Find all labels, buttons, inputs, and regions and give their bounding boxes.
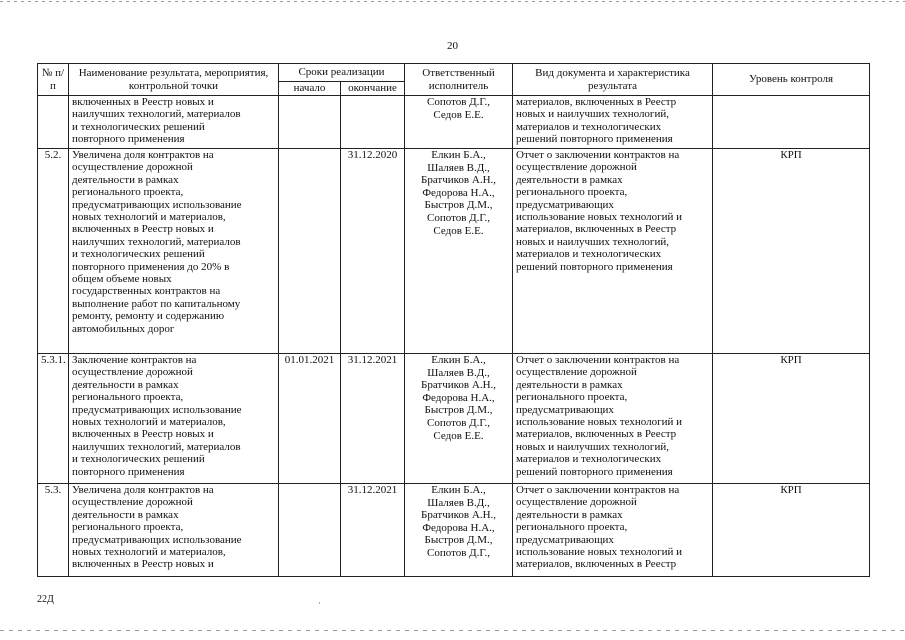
- page-number: 20: [447, 40, 458, 52]
- text-line: повторного применения: [72, 465, 185, 478]
- text-line: Сопотов Д.Г.,: [426, 546, 491, 559]
- cell-num: [38, 96, 69, 149]
- text-line: новых и наилучших технологий,: [516, 235, 669, 248]
- text-line: материалов, включенных в Реестр: [516, 223, 677, 236]
- text-line: государственных контрактов на: [72, 285, 221, 298]
- text-line: Елкин Б.А.,: [431, 484, 486, 496]
- text-line: материалов, включенных в Реестр: [516, 558, 677, 571]
- header-document: Вид документа и характеристика результата: [513, 64, 713, 96]
- cell-name: [69, 354, 279, 484]
- text-line: деятельности в рамках: [516, 173, 623, 186]
- text-line: Увеличена доля контрактов на: [72, 149, 214, 161]
- text-line: осуществление дорожной: [516, 496, 637, 509]
- cell-start-date: [279, 96, 341, 149]
- text-line: Братчиков А.Н.,: [421, 174, 497, 187]
- text-line: Федорова Н.А.,: [422, 391, 495, 404]
- header-num: № п/п: [38, 64, 69, 96]
- cell-num: 5.3.: [38, 484, 69, 577]
- text-line: наилучших технологий, материалов: [72, 235, 241, 248]
- text-line: новых технологий и материалов,: [72, 211, 226, 224]
- text-line: Елкин Б.А.,: [431, 354, 486, 366]
- cell-control-level: КРП: [713, 354, 870, 484]
- text-line: Седов Е.Е.: [433, 224, 484, 237]
- text-line: решений повторного применения: [516, 260, 673, 273]
- text-line: предусматривающих: [516, 533, 614, 546]
- text-line: Елкин Б.А.,: [431, 149, 486, 161]
- cell-name: [69, 484, 279, 577]
- text-line: деятельности в рамках: [72, 378, 179, 391]
- text-line: наилучших технологий, материалов: [72, 440, 241, 453]
- text-line: осуществление дорожной: [516, 366, 637, 379]
- cell-end-date: [341, 96, 405, 149]
- text-line: новых технологий и материалов,: [72, 546, 226, 559]
- text-line: осуществление дорожной: [72, 161, 193, 174]
- header-level: Уровень контроля: [713, 64, 870, 96]
- text-line: Братчиков А.Н.,: [421, 379, 497, 392]
- text-line: включенных в Реестр новых и: [72, 428, 214, 441]
- cell-document: [513, 149, 713, 354]
- text-line: новых и наилучших технологий,: [516, 108, 669, 121]
- text-line: Братчиков А.Н.,: [421, 509, 497, 522]
- cell-num: 5.2.: [38, 149, 69, 354]
- text-line: регионального проекта,: [72, 391, 184, 404]
- text-line: и технологических решений: [72, 248, 205, 261]
- text-line: Федорова Н.А.,: [422, 186, 495, 199]
- text-line: регионального проекта,: [72, 521, 184, 534]
- text-line: Сопотов Д.Г.,: [426, 211, 491, 224]
- cell-end-date: 31.12.2021: [341, 354, 405, 484]
- text-line: Шаляев В.Д.,: [427, 496, 490, 509]
- text-line: регионального проекта,: [516, 521, 628, 534]
- header-name: Наименование результата, мероприятия, контрольной точки: [69, 64, 279, 96]
- cell-start-date: [279, 149, 341, 354]
- text-line: Быстров Д.М.,: [424, 404, 493, 417]
- text-line: Сопотов Д.Г.,: [426, 416, 491, 429]
- text-line: деятельности в рамках: [516, 378, 623, 391]
- text-line: ремонту, ремонту и содержанию: [72, 310, 225, 323]
- text-line: предусматривающих использование: [72, 198, 242, 211]
- cell-num: 5.3.1.: [38, 354, 69, 484]
- text-line: включенных в Реестр новых и: [72, 223, 214, 236]
- text-line: Седов Е.Е.: [433, 429, 484, 442]
- cell-responsible: [405, 149, 513, 354]
- text-line: осуществление дорожной: [72, 496, 193, 509]
- text-line: Шаляев В.Д.,: [427, 366, 490, 379]
- text-line: Седов Е.Е.: [433, 108, 484, 121]
- text-line: материалов, включенных в Реестр: [516, 96, 677, 108]
- text-line: использование новых технологий и: [516, 546, 683, 559]
- text-line: регионального проекта,: [516, 391, 628, 404]
- table-row: [38, 484, 870, 577]
- cell-responsible: [405, 484, 513, 577]
- text-line: Отчет о заключении контрактов на: [516, 484, 680, 496]
- header-start: начало: [279, 82, 341, 96]
- scan-edge-top: [0, 1, 905, 2]
- text-line: осуществление дорожной: [516, 161, 637, 174]
- footer-code: 22Д: [37, 594, 54, 605]
- header-responsible: Ответственный исполнитель: [405, 64, 513, 96]
- text-line: Федорова Н.А.,: [422, 521, 495, 534]
- control-plan-table: [37, 63, 870, 577]
- text-line: включенных в Реестр новых и: [72, 558, 214, 571]
- text-line: материалов и технологических: [516, 120, 662, 133]
- text-line: и технологических решений: [72, 120, 205, 133]
- cell-responsible: [405, 354, 513, 484]
- table-row: [38, 149, 870, 354]
- text-line: наилучших технологий, материалов: [72, 108, 241, 121]
- text-line: повторного применения: [72, 133, 185, 146]
- text-line: новых технологий и материалов,: [72, 416, 226, 429]
- cell-end-date: 31.12.2020: [341, 149, 405, 354]
- text-line: выполнение работ по капитальному: [72, 297, 241, 310]
- cell-start-date: 01.01.2021: [279, 354, 341, 484]
- scan-edge-bottom: [0, 630, 905, 631]
- text-line: Увеличена доля контрактов на: [72, 484, 214, 496]
- text-line: предусматривающих: [516, 198, 614, 211]
- text-line: деятельности в рамках: [72, 173, 179, 186]
- cell-start-date: [279, 484, 341, 577]
- table-row: [38, 96, 870, 149]
- cell-name: [69, 149, 279, 354]
- text-line: материалов и технологических: [516, 453, 662, 466]
- text-line: материалов и технологических: [516, 248, 662, 261]
- text-line: общем объеме новых: [72, 273, 172, 286]
- text-line: деятельности в рамках: [516, 508, 623, 521]
- text-line: включенных в Реестр новых и: [72, 96, 214, 108]
- text-line: регионального проекта,: [516, 186, 628, 199]
- scan-mark: ·: [318, 598, 321, 608]
- text-line: повторного применения до 20% в: [72, 260, 230, 273]
- cell-document: [513, 354, 713, 484]
- text-line: использование новых технологий и: [516, 211, 683, 224]
- cell-control-level: КРП: [713, 149, 870, 354]
- cell-document: [513, 484, 713, 577]
- text-line: предусматривающих использование: [72, 403, 242, 416]
- text-line: и технологических решений: [72, 453, 205, 466]
- text-line: осуществление дорожной: [72, 366, 193, 379]
- text-line: решений повторного применения: [516, 465, 673, 478]
- text-line: использование новых технологий и: [516, 416, 683, 429]
- text-line: Шаляев В.Д.,: [427, 161, 490, 174]
- table-row: [38, 354, 870, 484]
- text-line: деятельности в рамках: [72, 508, 179, 521]
- text-line: автомобильных дорог: [72, 322, 175, 335]
- cell-control-level: КРП: [713, 484, 870, 577]
- text-line: Отчет о заключении контрактов на: [516, 354, 680, 366]
- cell-end-date: 31.12.2021: [341, 484, 405, 577]
- text-line: Заключение контрактов на: [72, 354, 197, 366]
- header-period: Сроки реализации: [279, 64, 405, 82]
- text-line: Отчет о заключении контрактов на: [516, 149, 680, 161]
- text-line: Сопотов Д.Г.,: [426, 96, 491, 108]
- text-line: решений повторного применения: [516, 133, 673, 146]
- cell-control-level: [713, 96, 870, 149]
- text-line: Быстров Д.М.,: [424, 199, 493, 212]
- cell-responsible: [405, 96, 513, 149]
- cell-name: [69, 96, 279, 149]
- text-line: новых и наилучших технологий,: [516, 440, 669, 453]
- text-line: Быстров Д.М.,: [424, 534, 493, 547]
- cell-document: [513, 96, 713, 149]
- text-line: предусматривающих использование: [72, 533, 242, 546]
- header-end: окончание: [341, 82, 405, 96]
- text-line: материалов, включенных в Реестр: [516, 428, 677, 441]
- text-line: регионального проекта,: [72, 186, 184, 199]
- text-line: предусматривающих: [516, 403, 614, 416]
